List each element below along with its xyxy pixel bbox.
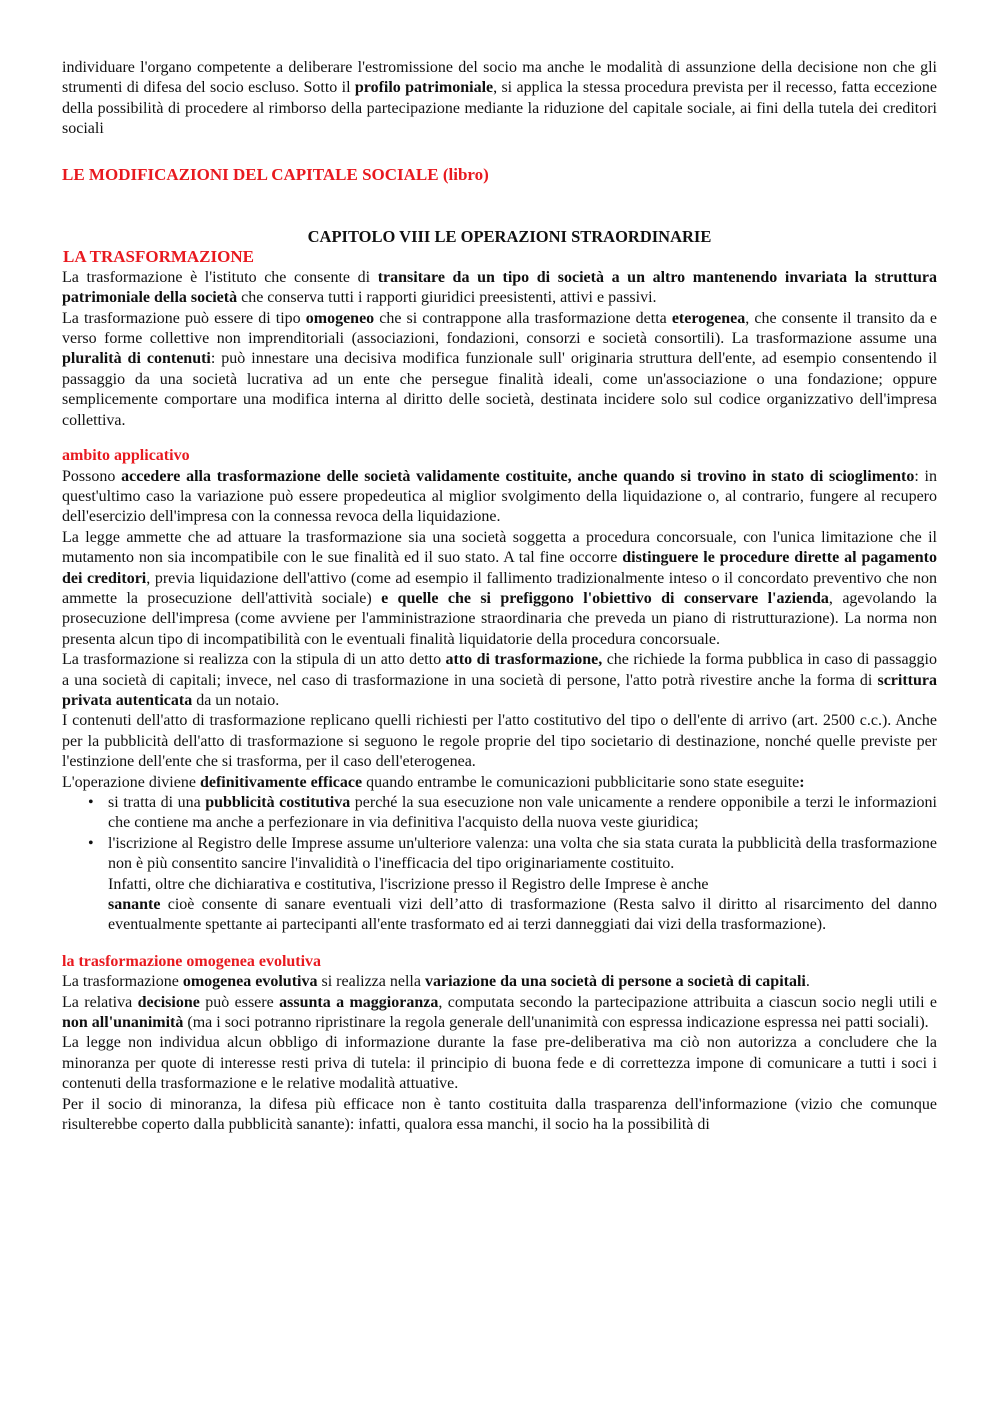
heading-omogenea-evolutiva: la trasformazione omogenea evolutiva — [62, 952, 322, 970]
paragraph-intro: individuare l'organo competente a deliberare l'estromissione del socio ma anche le modalità di assunzione della decisione non che gli strumenti di difesa del socio escluso. Sotto il profilo patrimoniale, si applica la stessa procedura prevista per il recesso, fatta eccezione della possibilità di procedere al rimborso della partecipazione mediante la riduzione del capitale sociale, ai fini della tutela dei creditori sociali — [62, 59, 938, 138]
heading-ambito-applicativo: ambito applicativo — [62, 447, 190, 465]
list-item: • si tratta di una pubblicità costitutiva perché la sua esecuzione non vale unicamente a rendere opponibile a terzi le informazioni che contiene ma anche a perfezionare in via definitiva l'acquisto della nuova veste giuridica; — [88, 794, 937, 832]
paragraph-tipo: La trasformazione può essere di tipo omogeneo che si contrappone alla trasformazione detta eterogenea, che consente il transito da e verso forme collettive non imprenditoriali (associazioni, fondazioni, consorzi e società consortili). La trasformazione assume una pluralità di contenuti: può innestare una decisiva modifica funzionale sull' originaria struttura dell'ente, ad esempio consentendo il passaggio da una società lucrativa ad un ente che persegue finalità ideali, come un'associazione o una fondazione; oppure semplicemente comportare una modifica interna al diritto delle società, destinata incidere solo sul codice organizzativo dell'impresa collettiva. — [62, 309, 938, 429]
paragraph-atto: La trasformazione si realizza con la stipula di un atto detto atto di trasformazione, che richiede la forma pubblica in caso di passaggio a una società di capitali; invece, nel caso di trasformazione in una società di persone, l'atto potrà rivestire anche la forma di scrittura privata autenticata da un notaio. — [62, 651, 937, 709]
paragraph-definizione: La trasformazione è l'istituto che consente di transitare da un tipo di società a un altro mantenendo invariata la struttura patrimoniale della società che conserva tutti i rapporti giuridici preesistenti, attivi e passivi. — [62, 268, 937, 307]
heading-modificazioni-capitale: LE MODIFICAZIONI DEL CAPITALE SOCIALE (libro) — [62, 164, 489, 184]
paragraph-contenuti: I contenuti dell'atto di trasformazione replicano quelli richiesti per l'atto costitutivo del tipo o dell'ente di arrivo (art. 2500 c.c.). Anche per la pubblicità dell'atto di trasformazione si seguono le regole proprie del tipo societario di destinazione, nonché quelle previste per l'estinzione dell'ente che si trasforma, per il caso dell'eterogenea. — [62, 712, 937, 771]
heading-trasformazione: LA TRASFORMAZIONE — [63, 247, 254, 267]
paragraph-decisione: La relativa decisione può essere assunta a maggioranza, computata secondo la partecipazione attribuita a ciascun socio negli utili e non all'unanimità (ma i soci potranno ripristinare la regola generale dell'unanimità con espressa indicazione espressa nei patti sociali). — [62, 993, 938, 1032]
paragraph-efficace: L'operazione diviene definitivamente efficace quando entrambe le comunicazioni pubblicitarie sono state eseguite: — [62, 773, 805, 791]
bold-profilo-patrimoniale: profilo patrimoniale — [354, 79, 494, 97]
paragraph-evolutiva: La trasformazione omogenea evolutiva si realizza nella variazione da una società di persone a società di capitali. — [62, 973, 810, 991]
paragraph-obbligo: La legge non individua alcun obbligo di informazione durante la fase pre-deliberativa ma ciò non autorizza a concludere che la minoranza per quote di interesse resti priva di tutela: il principio di buona fede e di correttezza impone di comunicare a tutti i soci i contenuti della trasformazione e le relative modalità attuative. — [62, 1034, 937, 1093]
bullet-list — [62, 793, 937, 936]
chapter-title: CAPITOLO VIII LE OPERAZIONI STRAORDINARIE — [307, 227, 712, 247]
paragraph-minoranza: Per il socio di minoranza, la difesa più efficace non è tanto costituita dalla trasparenza dell'informazione (vizio che comunque risulterebbe coperto dalla pubblicità sanante): infatti, qualora essa manchi, il socio ha la possibilità di — [62, 1095, 937, 1134]
bullet-icon: • — [88, 794, 94, 811]
paragraph-legge: La legge ammette che ad attuare la trasformazione sia una società soggetta a procedura concorsuale, con l'unica limitazione che il mutamento non sia incompatibile con le sue finalità ed il suo stato. A tal fine occorre distinguere le procedure dirette al pagamento dei creditori, previa liquidazione dell'attivo (come ad esempio il fallimento tradizionalmente inteso o il concordato preventivo che non ammette la prosecuzione dell'attività sociale) e quelle che si prefiggono l'obiettivo di conservare l'azienda, agevolando la prosecuzione dell'impresa (come avviene per l'amministrazione straordinaria che preveda un piano di ristrutturazione). La norma non presenta alcun tipo di incompatibilità con le eventuali finalità liquidatorie della procedura concorsuale. — [62, 528, 938, 648]
paragraph-possono: Possono accedere alla trasformazione delle società validamente costituite, anche quando si trovino in stato di scioglimento: in quest'ultimo caso la variazione può essere propedeutica al miglior svolgimento della liquidazione o, al contrario, fungere al recupero dell'esercizio dell'impresa con la connessa revoca della liquidazione. — [62, 467, 938, 526]
list-item: • l'iscrizione al Registro delle Imprese assume un'ulteriore valenza: una volta che sia stata curata la pubblicità della trasformazione non è più consentito sancire l'invalidità o l'inefficacia del tipo originariamente costituito. Infatti, oltre che dichiarativa e costitutiva, l'iscrizione presso il Registro delle Imprese è anche sanante cioè consente di sanare eventuali vizi dell’atto di trasformazione (Resta salvo il diritto al risarcimento del danno eventualmente spettante ai partecipanti all'ente trasformato ed ai terzi danneggiati dai vizi della trasformazione). — [88, 834, 937, 934]
bullet-icon: • — [88, 834, 94, 852]
